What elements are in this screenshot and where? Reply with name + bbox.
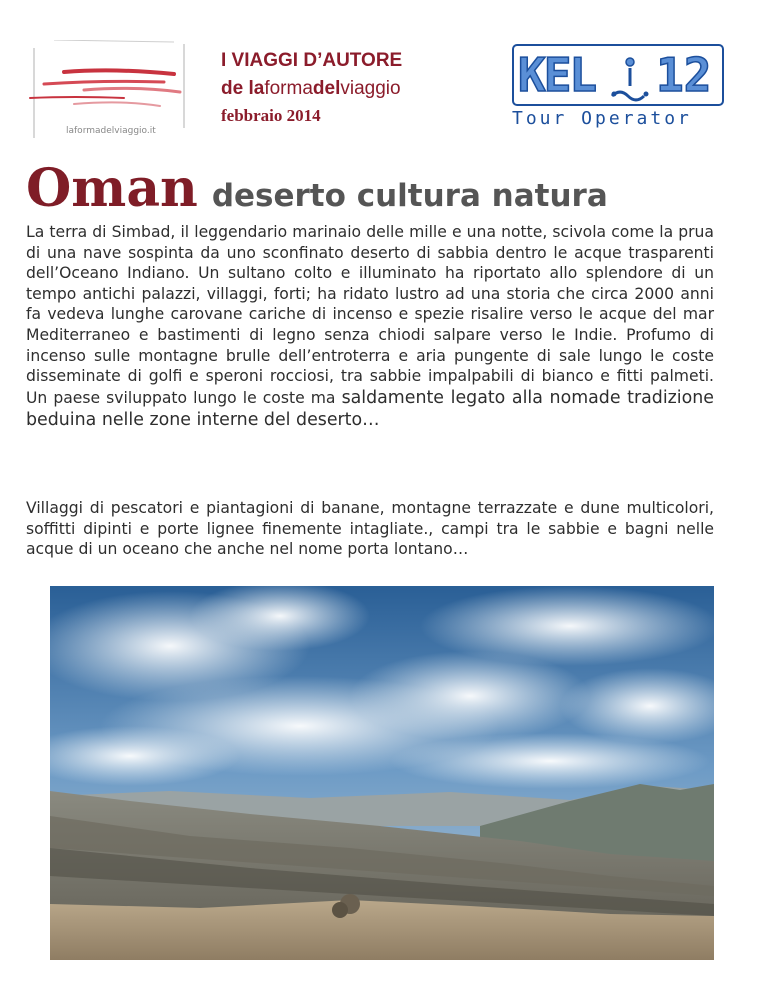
brand-part-1: de la [221, 78, 265, 99]
brand-part-4: viaggio [340, 78, 401, 99]
oman-landscape-photo [50, 586, 714, 960]
brand-part-3: del [312, 78, 341, 99]
page-title [26, 158, 608, 219]
logo-mark-left: KEL [518, 48, 596, 102]
title-subtitle: deserto cultura natura [211, 178, 608, 214]
intro-paragraph [26, 222, 714, 431]
kel12-logo [508, 44, 730, 130]
second-paragraph: Villaggi di pescatori e piantagioni di banane, montagne terrazzate e dune multicolori, soffitti dipinti e porte lignee finemente intagliate., campi tra le sabbie e bagni nelle acque di un oceano che anche nel nome porta lontano… [26, 499, 714, 559]
brand-name [221, 78, 401, 100]
intro-text-emphasis: saldamente legato alla nomade tradizione beduina nelle zone interne del deserto… [26, 387, 714, 430]
brand-part-2: forma [264, 78, 313, 99]
series-title: I VIAGGI D’AUTORE [221, 50, 403, 71]
title-main: Oman [26, 158, 198, 219]
intro-text: La terra di Simbad, il leggendario marinaio delle mille e una notte, scivola come la prua di una nave sospinta da uno sconfinato deserto di sabbia dentro le acque trasparenti dell’Oceano Indiano. Un sultano colto e illuminato ha riportato allo splendore di un tempo antichi palazzi, villaggi, forti; ha ridato lustro ad una storia che circa 2000 anni fa vedeva lunghe carovane cariche di incenso e spezie risalire verso le acque del mar Mediterraneo e bastimenti di legno senza chiodi salpare verso le Indie. Profumo di incenso sulle montagne brulle dell’entroterra e aria pungente di sale lungo le coste disseminate di golfi e speroni rocciosi, tra sabbie impalpabili di bianco e fitti palmeti. Un paese sviluppato lungo le coste ma [26, 223, 714, 407]
issue-date: febbraio 2014 [221, 106, 321, 125]
logo-caption: laformadelviaggio.it [66, 126, 156, 136]
logo-subtitle: Tour Operator [512, 108, 692, 129]
landscape-image [50, 586, 714, 960]
person-icon [608, 52, 652, 102]
logo-mark-right: 12 [656, 48, 712, 102]
